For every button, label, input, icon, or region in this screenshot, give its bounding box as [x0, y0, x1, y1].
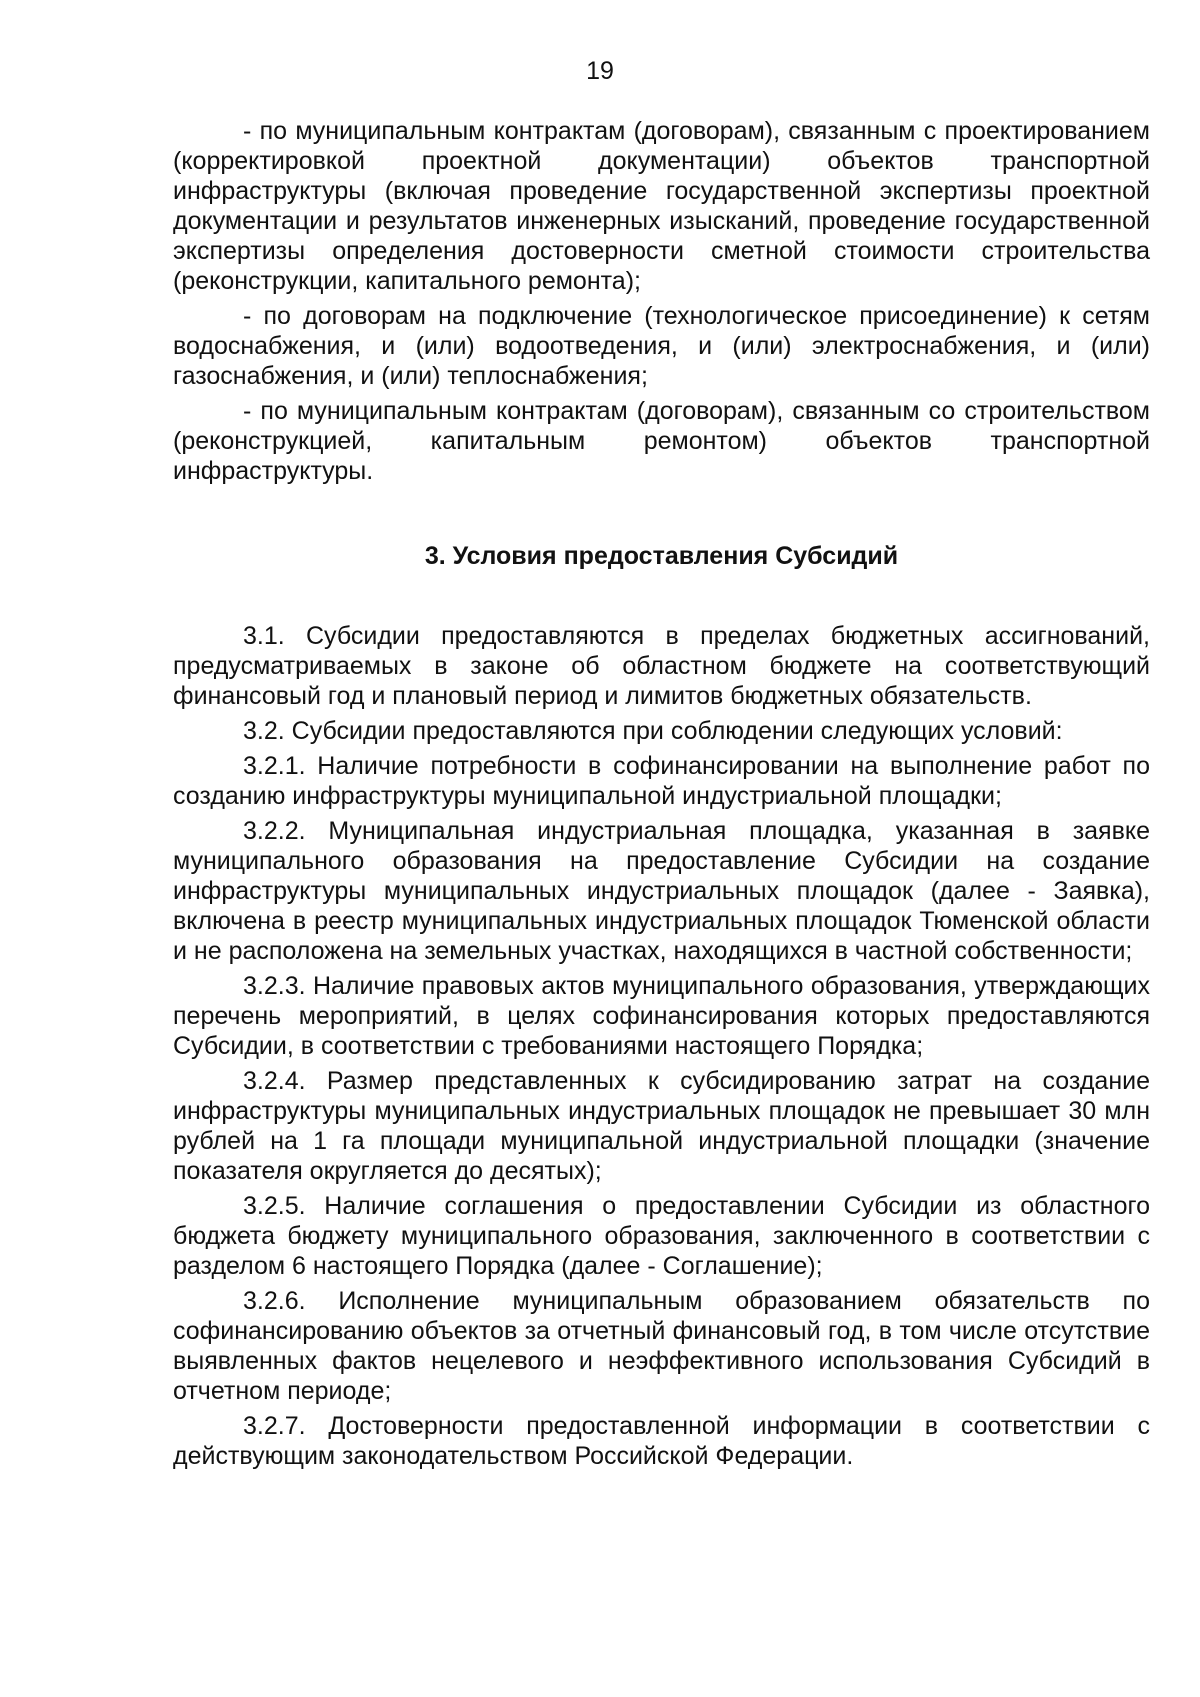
page-number: 19 [586, 57, 614, 85]
clause-3-2: 3.2. Субсидии предоставляются при соблюдении следующих условий: [243, 717, 1063, 745]
section-heading: 3. Условия предоставления Субсидий [424, 542, 899, 570]
paragraph-construction-contracts: - по муниципальным контрактам (договорам), связанным со строительством (реконструкцией, капитальным ремонтом) объектов транспортной инфраструктуры. [173, 397, 1150, 485]
clause-3-2-4: 3.2.4. Размер представленных к субсидированию затрат на создание инфраструктуры муниципальных индустриальных площадок не превышает 30 млн рублей на 1 га площади муниципальной индустриальной площадки (значение показателя округляется до десятых); [173, 1067, 1150, 1185]
clause-3-2-3: 3.2.3. Наличие правовых актов муниципального образования, утверждающих перечень мероприятий, в целях софинансирования которых предоставляются Субсидии, в соответствии с требованиями настоящего Порядка; [173, 972, 1150, 1060]
clause-3-2-5: 3.2.5. Наличие соглашения о предоставлении Субсидии из областного бюджета бюджету муниципального образования, заключенного в соответствии с разделом 6 настоящего Порядка (далее - Соглашение); [173, 1192, 1150, 1280]
paragraph-design-contracts: - по муниципальным контрактам (договорам), связанным с проектированием (корректировкой проектной документации) объектов транспортной инфраструктуры (включая проведение государственной экспертизы проектной документации и результатов инженерных изысканий, проведение государственной экспертизы определения достоверности сметной стоимости строительства (реконструкции, капитального ремонта); [173, 117, 1150, 295]
clause-3-2-7: 3.2.7. Достоверности предоставленной информации в соответствии с действующим законодательством Российской Федерации. [173, 1412, 1150, 1470]
paragraph-utility-connection: - по договорам на подключение (технологическое присоединение) к сетям водоснабжения, и (или) водоотведения, и (или) электроснабжения, и (или) газоснабжения, и (или) теплоснабжения; [173, 302, 1150, 390]
clause-3-1: 3.1. Субсидии предоставляются в пределах бюджетных ассигнований, предусматриваемых в законе об областном бюджете на соответствующий финансовый год и плановый период и лимитов бюджетных обязательств. [173, 622, 1150, 710]
clause-3-2-2: 3.2.2. Муниципальная индустриальная площадка, указанная в заявке муниципального образования на предоставление Субсидии на создание инфраструктуры муниципальных индустриальных площадок (далее - Заявка), включена в реестр муниципальных индустриальных площадок Тюменской области и не расположена на земельных участках, находящихся в частной собственности; [173, 817, 1150, 965]
clause-3-2-1: 3.2.1. Наличие потребности в софинансировании на выполнение работ по созданию инфраструктуры муниципальной индустриальной площадки; [173, 752, 1150, 810]
clause-3-2-6: 3.2.6. Исполнение муниципальным образованием обязательств по софинансированию объектов за отчетный финансовый год, в том числе отсутствие выявленных фактов нецелевого и неэффективного использования Субсидий в отчетном периоде; [173, 1287, 1150, 1405]
document-body [173, 116, 1150, 1476]
